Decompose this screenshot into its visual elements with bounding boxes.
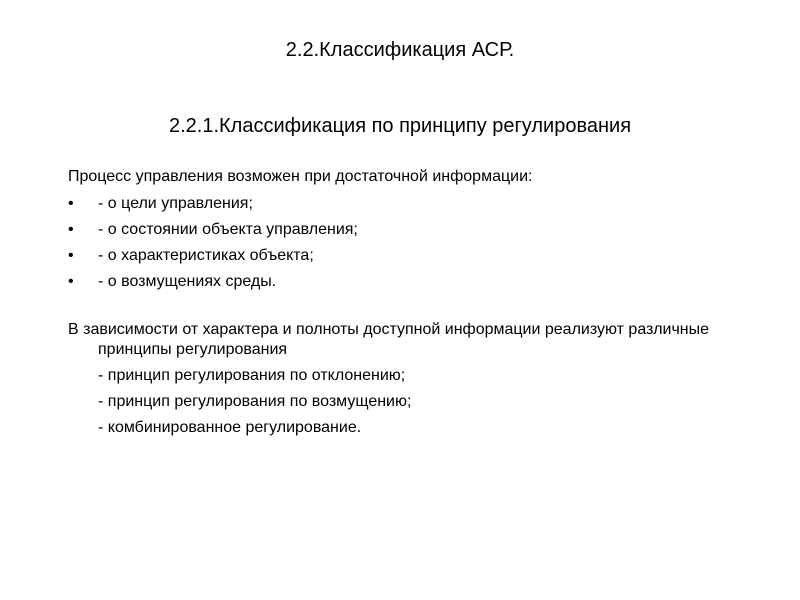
- list-item-text: - о характеристиках объекта;: [98, 247, 314, 264]
- list-item-text: - о возмущениях среды.: [98, 273, 277, 290]
- principles-paragraph: В зависимости от характера и полноты доступной информации реализуют различные принципы регулирования: [68, 321, 710, 358]
- list-item: [68, 194, 768, 214]
- bullet-icon: •: [68, 247, 74, 264]
- list-item: [68, 246, 768, 266]
- list-item-text: - о состоянии объекта управления;: [98, 221, 358, 238]
- info-bullet-list: [68, 194, 768, 292]
- list-item: - принцип регулирования по отклонению;: [98, 367, 406, 384]
- slide-content: [68, 166, 768, 444]
- principles-list: [68, 366, 768, 438]
- bullet-icon: •: [68, 273, 74, 290]
- slide-title: 2.2.Классификация АСР.: [285, 39, 515, 61]
- list-item: [68, 220, 768, 240]
- intro-text: Процесс управления возможен при достаточной информации:: [68, 168, 533, 185]
- list-item: - комбинированное регулирование.: [98, 419, 362, 436]
- list-item: - принцип регулирования по возмущению;: [98, 393, 412, 410]
- slide-subtitle: 2.2.1.Классификация по принципу регулирования: [168, 115, 632, 137]
- bullet-icon: •: [68, 221, 74, 238]
- list-item-text: - о цели управления;: [98, 195, 253, 212]
- bullet-icon: •: [68, 195, 74, 212]
- list-item: [68, 272, 768, 292]
